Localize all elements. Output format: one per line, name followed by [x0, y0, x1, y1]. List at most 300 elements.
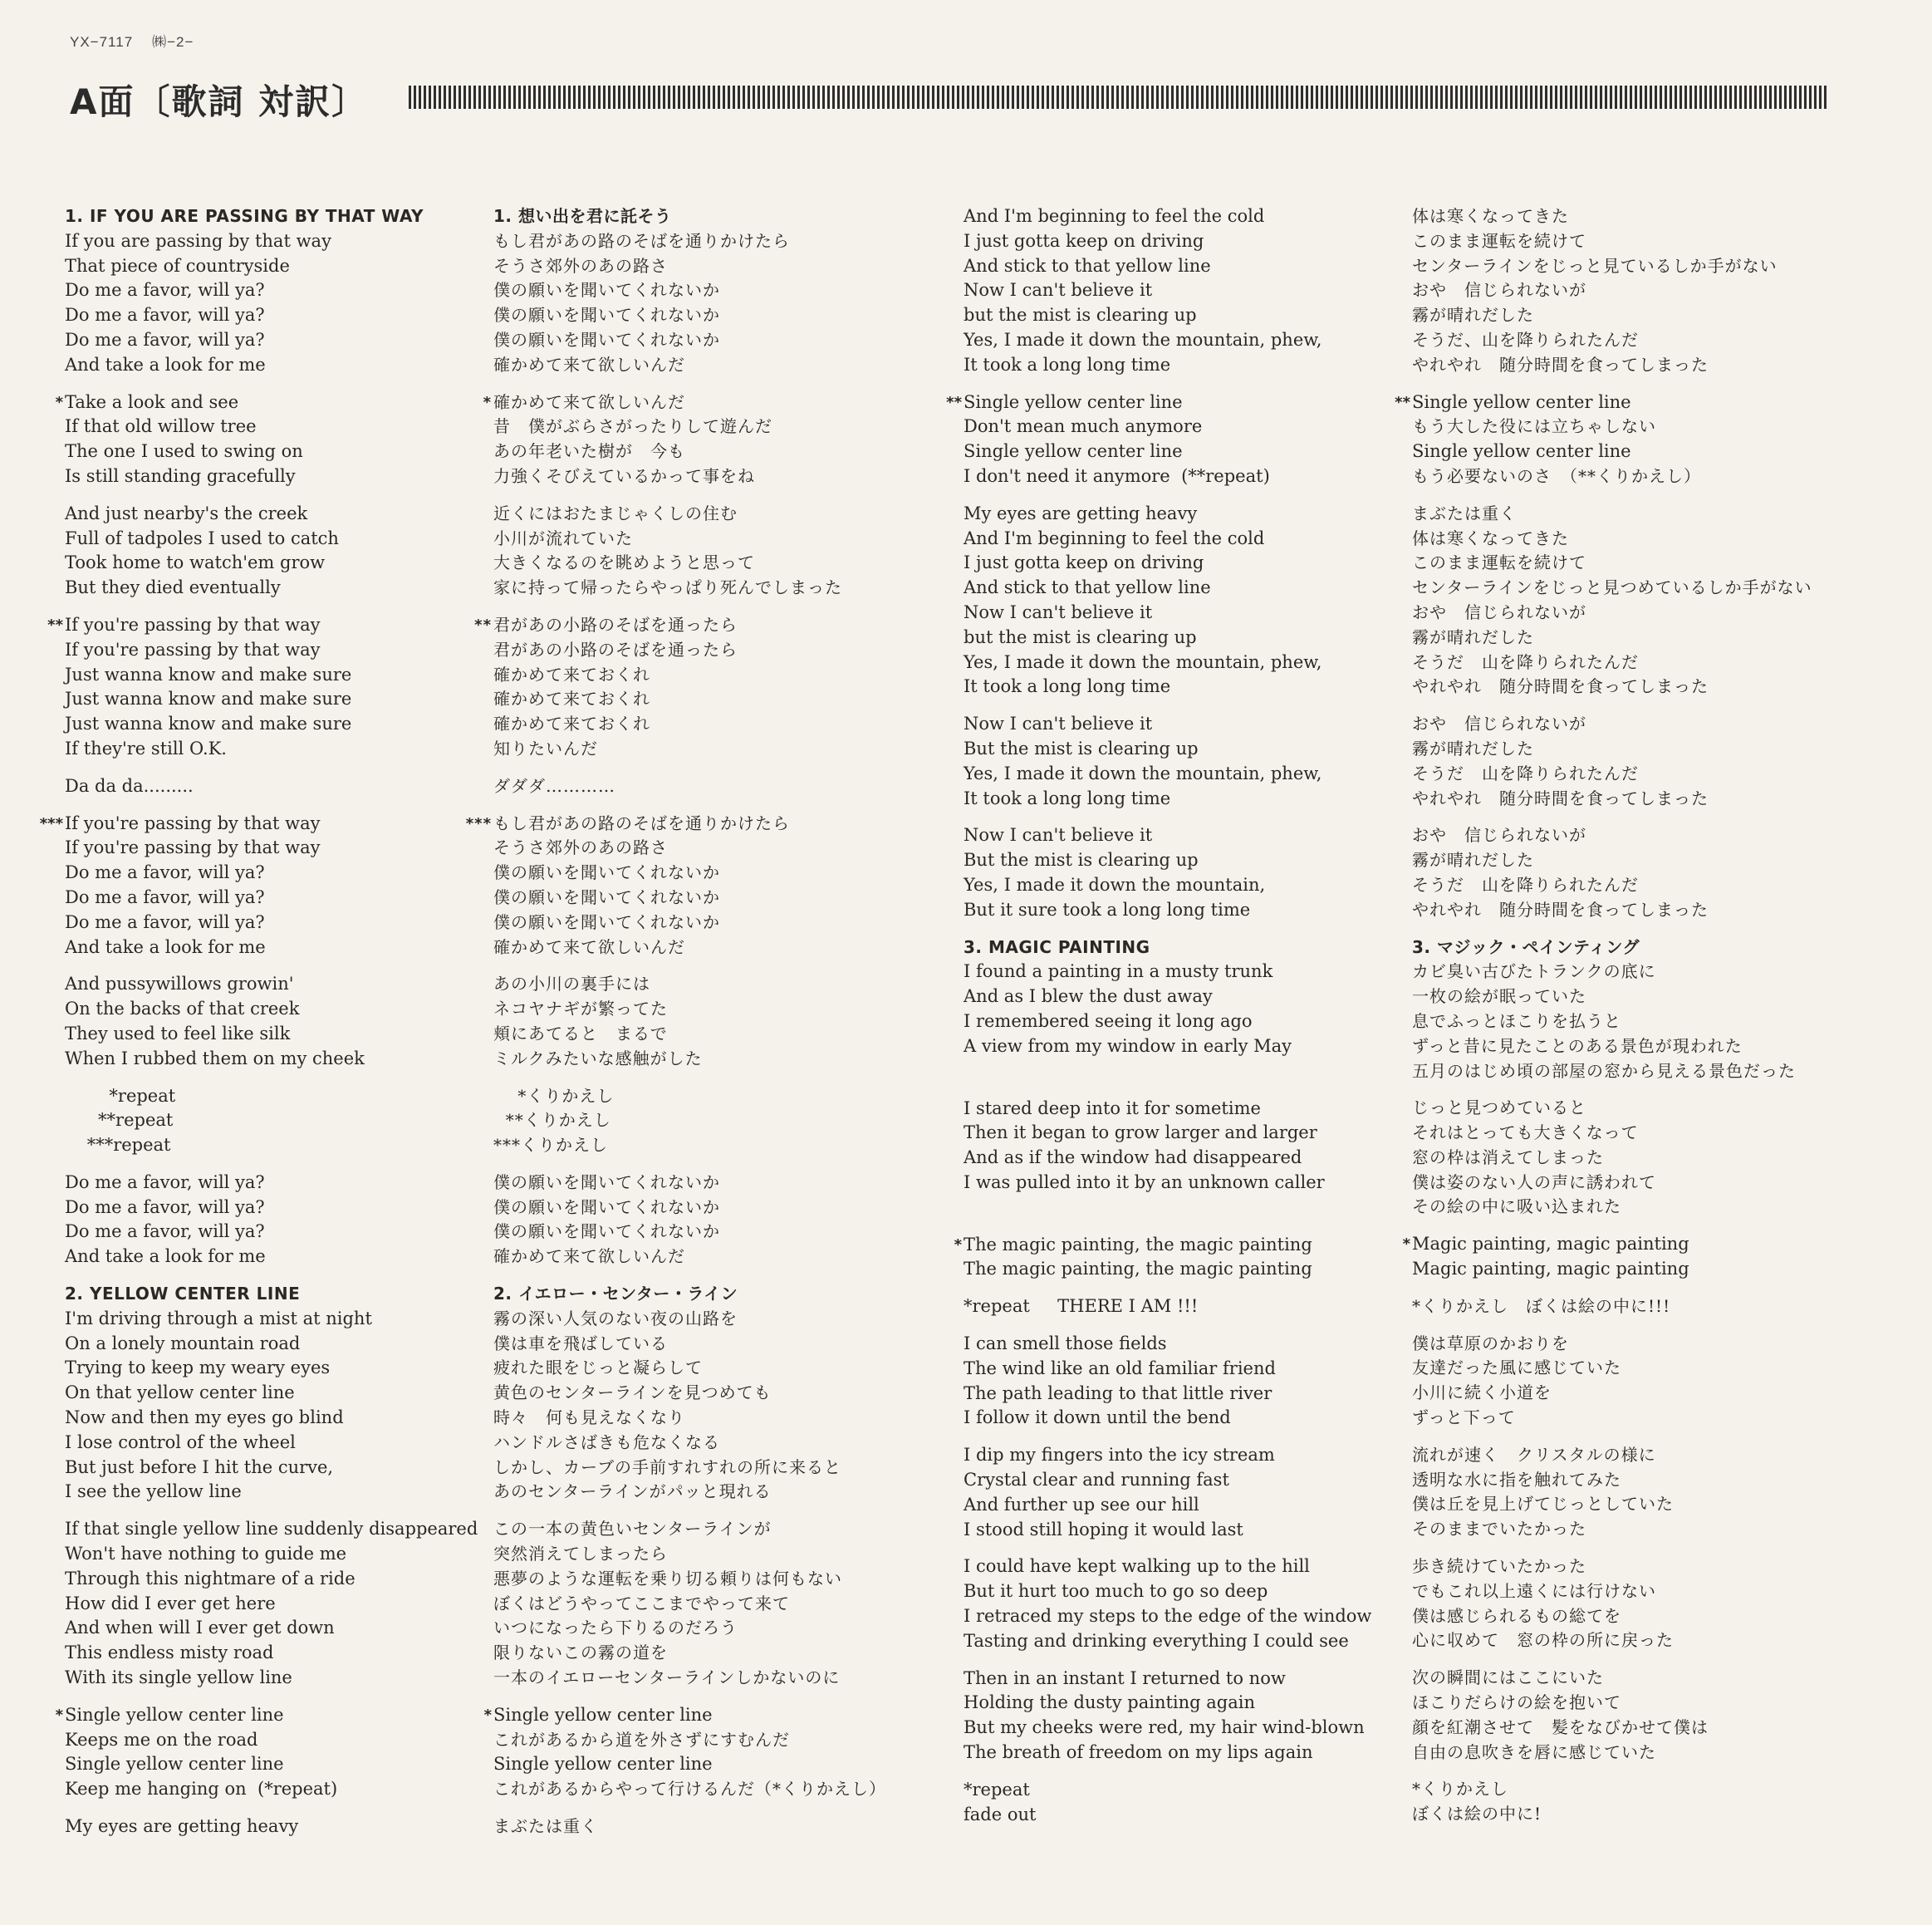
song-title: [493, 204, 886, 229]
lyric-text: ネコヤナギが繁ってた: [493, 999, 668, 1019]
lyric-text: 確かめて来て欲しいんだ: [493, 391, 685, 412]
stanza-gap: [964, 1654, 1371, 1667]
lyric-text: Just wanna know and make sure: [65, 714, 352, 734]
stanza-gap: [1412, 1220, 1812, 1232]
lyric-text: 霧が晴れだした: [1412, 738, 1534, 759]
lyric-text: 確かめて来て欲しいんだ: [493, 354, 685, 375]
lyric-line: [1412, 1741, 1812, 1765]
lyric-line: [493, 1220, 886, 1245]
lyric-line: [493, 328, 886, 353]
lyric-line: [493, 1406, 886, 1431]
lyric-line: [964, 1406, 1371, 1431]
lyric-line: [493, 1356, 886, 1381]
lyric-text: If you are passing by that way: [65, 230, 331, 251]
lyric-text: そうだ 山を降りられたんだ: [1412, 763, 1639, 783]
lyric-text: A view from my window in early May: [964, 1035, 1292, 1056]
lyric-line: [493, 1592, 886, 1617]
lyric-line: [65, 1480, 478, 1505]
lyric-line: [1412, 712, 1812, 737]
lyric-text: Do me a favor, will ya?: [65, 305, 265, 326]
lyric-line: [65, 353, 478, 378]
stanza-gap: [964, 1431, 1371, 1443]
lyric-line: [493, 1517, 886, 1542]
lyric-text: 悪夢のような運転を乗り切る頼りは何もない: [493, 1568, 842, 1589]
stanza-gap: [65, 799, 478, 812]
lyric-line: [964, 527, 1371, 552]
stanza-gap: [1412, 489, 1812, 502]
lyric-line: [65, 1406, 478, 1431]
stanza-gap: [1412, 1542, 1812, 1554]
lyric-line: [65, 1022, 478, 1047]
lyric-line: [65, 1332, 478, 1357]
lyric-line: [65, 911, 478, 935]
lyric-line: [493, 1666, 886, 1691]
lyric-line: [65, 1666, 478, 1691]
lyric-line: [39, 812, 478, 837]
stanza-gap: [65, 1691, 478, 1703]
lyric-line: [1412, 229, 1812, 254]
lyric-line: [65, 303, 478, 328]
lyric-text: 僕は草原のかおりを: [1412, 1333, 1569, 1353]
lyric-line: [964, 1778, 1371, 1803]
lyric-text: Do me a favor, will ya?: [65, 1196, 265, 1217]
lyric-line: [1412, 278, 1812, 303]
repeat-marker: **: [474, 616, 492, 634]
lyric-line: [65, 997, 478, 1022]
lyric-text: Now I can't believe it: [964, 602, 1153, 622]
lyric-text: 君があの小路のそばを通ったら: [493, 614, 738, 635]
repeat-marker: **: [47, 616, 63, 634]
lyric-line: [964, 1257, 1371, 1282]
lyric-line: [1412, 1096, 1812, 1121]
lyric-line: [493, 1480, 886, 1505]
lyric-text: その絵の中に吸い込まれた: [1412, 1196, 1621, 1217]
lyric-text: The wind like an old familiar friend: [964, 1358, 1276, 1378]
lyric-text: 大きくなるのを眺めようと思って: [493, 552, 755, 573]
lyric-line: [493, 737, 886, 762]
lyric-line: [964, 1121, 1371, 1146]
repeat-marker: ***: [465, 814, 492, 832]
lyric-line: [1412, 1443, 1812, 1468]
lyric-line: [1412, 1716, 1812, 1741]
lyric-text: 確かめて来ておくれ: [493, 714, 650, 734]
lyric-text: but the mist is clearing up: [964, 626, 1197, 647]
lyric-line: [1412, 848, 1812, 873]
lyric-line: [1412, 415, 1812, 440]
lyric-text: 確かめて来て欲しいんだ: [493, 936, 685, 957]
lyric-line: [493, 1777, 886, 1802]
lyric-text: It took a long long time: [964, 788, 1171, 808]
repeat-marker: *: [954, 1235, 962, 1254]
lyric-line: [964, 1741, 1371, 1765]
lyric-text: If they're still O.K.: [65, 738, 227, 759]
lyric-text: Single yellow center line: [1412, 441, 1631, 462]
lyric-line: [964, 1716, 1371, 1741]
lyric-line: [483, 1703, 886, 1728]
lyric-line: [65, 1777, 478, 1802]
lyric-line: [964, 787, 1371, 812]
lyric-line: [65, 1592, 478, 1617]
lyric-text: And stick to that yellow line: [964, 577, 1211, 598]
lyric-line: [493, 576, 886, 601]
lyric-text: これがあるからやって行けるんだ（*くりかえし）: [493, 1779, 886, 1800]
lyric-text: Keeps me on the road: [65, 1729, 258, 1750]
lyric-text: I just gotta keep on driving: [964, 552, 1204, 573]
lyric-line: [493, 502, 886, 527]
lyric-text: And take a look for me: [65, 1246, 266, 1267]
lyric-text: 僕は車を飛ばしている: [493, 1333, 668, 1353]
lyric-line: [1412, 1802, 1812, 1827]
song-title-text: 2. YELLOW CENTER LINE: [65, 1284, 301, 1304]
lyric-line: [964, 960, 1371, 985]
lyric-text: ずっと下って: [1412, 1407, 1516, 1428]
lyric-text: このまま運転を続けて: [1412, 230, 1586, 251]
lyric-text: This endless misty road: [65, 1643, 274, 1663]
lyric-line: [964, 651, 1371, 675]
lyric-text: Tasting and drinking everything I could see: [964, 1630, 1349, 1651]
song-title-text: 1. 想い出を君に託そう: [493, 206, 672, 226]
lyric-line: [964, 898, 1371, 923]
stanza-gap: [65, 601, 478, 613]
lyric-text: あのセンターラインがパッと現れる: [493, 1481, 772, 1502]
lyric-line: [493, 836, 886, 861]
song-title: [964, 935, 1371, 960]
lyric-text: それはとっても大きくなって: [1412, 1122, 1639, 1143]
lyric-line: [493, 935, 886, 960]
lyric-text: 僕の願いを聞いてくれないか: [493, 1196, 720, 1217]
lyric-text: 限りないこの霧の道を: [493, 1643, 668, 1663]
lyric-line: [493, 229, 886, 254]
stanza-gap: [964, 1319, 1371, 1332]
lyric-text: Single yellow center line: [493, 1704, 713, 1725]
lyric-text: おや 信じられないが: [1412, 602, 1586, 622]
stanza-gap: [493, 601, 886, 613]
song-title: [493, 1282, 886, 1307]
lyric-text: And take a look for me: [65, 936, 266, 957]
lyric-line: [493, 551, 886, 576]
lyric-text: やれやれ 随分時間を食ってしまった: [1412, 354, 1709, 375]
lyric-text: The breath of freedom on my lips again: [964, 1742, 1313, 1763]
stanza-gap: [493, 1269, 886, 1282]
lyric-line: [964, 1493, 1371, 1518]
lyric-line: [65, 972, 478, 997]
lyric-text: 一枚の絵が眠っていた: [1412, 986, 1586, 1007]
song-title-text: 3. マジック・ペインティング: [1412, 936, 1640, 957]
lyric-line: [493, 638, 886, 663]
lyric-text: もし君があの路のそばを通りかけたら: [493, 230, 790, 251]
lyric-line: [964, 675, 1371, 700]
lyric-text: 僕の願いを聞いてくれないか: [493, 911, 720, 932]
lyric-line: [1412, 254, 1812, 279]
lyric-text: 霧の深い人気のない夜の山路を: [493, 1308, 738, 1328]
lyric-line: [1412, 1059, 1812, 1084]
lyric-text: **くりかえし: [493, 1110, 611, 1131]
lyric-line: [964, 737, 1371, 762]
lyric-text: 僕の願いを聞いてくれないか: [493, 1171, 720, 1192]
lyric-line: [493, 1196, 886, 1220]
lyric-text: I'm driving through a mist at night: [65, 1308, 372, 1328]
lyric-line: [493, 911, 886, 935]
stanza-gap: [65, 1269, 478, 1282]
lyric-line: [1412, 1171, 1812, 1196]
lyric-text: And as if the window had disappeared: [964, 1147, 1302, 1168]
lyric-text: Do me a favor, will ya?: [65, 280, 265, 301]
lyric-line: [493, 712, 886, 737]
lyric-line: [964, 440, 1371, 464]
lyric-text: 五月のはじめ頃の部屋の窓から見える景色だった: [1412, 1060, 1796, 1081]
lyric-line: [1412, 303, 1812, 328]
lyric-line: [964, 1629, 1371, 1654]
lyric-text: Yes, I made it down the mountain,: [964, 874, 1266, 895]
lyric-line: [1412, 551, 1812, 576]
lyric-text: ダダダ…………: [493, 775, 615, 796]
lyric-line: [1412, 1492, 1812, 1517]
lyric-text: I found a painting in a musty trunk: [964, 961, 1273, 982]
lyric-line: [964, 1554, 1371, 1579]
lyric-text: 体は寒くなってきた: [1412, 206, 1569, 226]
lyric-text: Do me a favor, will ya?: [65, 329, 265, 350]
lyric-text: I don't need it anymore (**repeat): [964, 465, 1270, 486]
lyric-line: [964, 1604, 1371, 1629]
lyric-text: じっと見つめていると: [1412, 1098, 1586, 1118]
lyric-text: But the mist is clearing up: [964, 738, 1199, 759]
lyric-text: *repeat THERE I AM !!!: [964, 1296, 1199, 1317]
lyric-text: If that old willow tree: [65, 416, 257, 437]
lyric-text: Da da da.........: [65, 775, 194, 796]
lyric-text: もし君があの路のそばを通りかけたら: [493, 813, 790, 833]
lyric-line: [65, 774, 478, 799]
lyric-line: [964, 502, 1371, 527]
lyric-line: [65, 278, 478, 303]
lyric-line: [964, 254, 1371, 279]
lyric-text: やれやれ 随分時間を食ってしまった: [1412, 899, 1709, 920]
lyric-line: [65, 502, 478, 527]
lyric-line: [1412, 601, 1812, 626]
lyric-text: Take a look and see: [65, 391, 239, 412]
lyric-text: But my cheeks were red, my hair wind-blown: [964, 1717, 1365, 1738]
lyric-text: 時々 何も見えなくなり: [493, 1407, 685, 1428]
lyric-line: [954, 1233, 1371, 1258]
lyric-line: [65, 663, 478, 688]
lyric-text: これがあるから道を外さずにすむんだ: [493, 1729, 790, 1750]
lyric-text: *repeat: [964, 1779, 1030, 1800]
lyric-text: 頬にあてると まるで: [493, 1023, 668, 1044]
lyric-line: [65, 1728, 478, 1753]
song-title: [65, 204, 478, 229]
lyric-line: [65, 1456, 478, 1481]
lyric-line: [493, 440, 886, 464]
lyric-line: [65, 527, 478, 552]
song-title: [65, 1282, 478, 1307]
lyric-line: [964, 1034, 1371, 1059]
lyric-text: Magic painting, magic painting: [1412, 1259, 1689, 1279]
lyric-text: ***repeat: [65, 1135, 171, 1156]
lyric-line: [964, 1443, 1371, 1468]
lyric-line: [65, 737, 478, 762]
lyric-text: Yes, I made it down the mountain, phew,: [964, 329, 1322, 350]
lyric-line: [493, 1456, 886, 1481]
lyric-text: でもこれ以上遠くには行けない: [1412, 1580, 1656, 1601]
stanza-gap: [964, 1765, 1371, 1778]
lyric-line: [1412, 204, 1812, 229]
stanza-gap: [493, 960, 886, 972]
lyric-line: [493, 1815, 886, 1839]
lyric-line: [65, 1752, 478, 1777]
song-title: [1412, 935, 1812, 960]
lyric-line: [65, 254, 478, 279]
lyric-text: Don't mean much anymore: [964, 416, 1203, 437]
stanza-gap: [1412, 700, 1812, 712]
lyric-line: [964, 1009, 1371, 1034]
lyric-line: [493, 1381, 886, 1406]
stanza-gap: [65, 1505, 478, 1517]
lyric-text: 僕は感じられるもの総てを: [1412, 1605, 1621, 1626]
lyric-text: And as I blew the dust away: [964, 986, 1213, 1007]
lyric-line: [1412, 873, 1812, 898]
lyric-text: *くりかえし: [493, 1085, 615, 1106]
column-2-japanese: [465, 204, 886, 1839]
lyric-text: Yes, I made it down the mountain, phew,: [964, 651, 1322, 672]
lyric-line: [1412, 1628, 1812, 1653]
lyric-line: [1412, 626, 1812, 651]
lyric-text: I dip my fingers into the icy stream: [964, 1445, 1275, 1466]
repeat-marker: *: [483, 393, 492, 411]
lyric-line: [1412, 823, 1812, 848]
lyric-text: That piece of countryside: [65, 255, 290, 276]
lyric-text: And stick to that yellow line: [964, 255, 1211, 276]
lyric-text: *repeat: [65, 1085, 176, 1106]
lyric-line: [65, 1517, 478, 1542]
lyric-line: [493, 1133, 886, 1158]
lyric-text: It took a long long time: [964, 354, 1171, 375]
lyric-text: It took a long long time: [964, 676, 1171, 697]
lyric-line: [493, 1022, 886, 1047]
lyric-text: いつになったら下りるのだろう: [493, 1618, 738, 1638]
lyric-line: [493, 861, 886, 886]
lyric-line: [1412, 1468, 1812, 1493]
lyric-text: まぶたは重く: [1412, 503, 1517, 523]
lyric-text: Single yellow center line: [65, 1754, 284, 1775]
lyric-line: [65, 1220, 478, 1245]
lyric-text: 僕の願いを聞いてくれないか: [493, 886, 720, 907]
lyric-text: And when will I ever get down: [65, 1618, 335, 1638]
lyric-line: [1412, 1554, 1812, 1579]
lyric-line: [65, 1815, 478, 1839]
lyric-text: 僕は姿のない人の声に誘われて: [1412, 1171, 1656, 1192]
lyric-line: [1412, 527, 1812, 552]
lyric-line: [964, 762, 1371, 787]
lyric-text: But it hurt too much to go so deep: [964, 1581, 1268, 1602]
lyric-text: The magic painting, the magic painting: [964, 1234, 1312, 1255]
lyric-text: fade out: [964, 1804, 1037, 1824]
stanza-gap: [493, 1505, 886, 1517]
lyric-text: 小川が流れていた: [493, 528, 633, 548]
lyric-line: [1412, 1579, 1812, 1604]
lyric-line: [55, 390, 478, 415]
lyric-text: 流れが速く クリスタルの様に: [1412, 1444, 1656, 1465]
lyric-line: [1412, 787, 1812, 812]
lyric-line: [1412, 1257, 1812, 1282]
lyric-text: ぼくは絵の中に!: [1412, 1804, 1542, 1824]
lyric-text: The path leading to that little river: [964, 1382, 1272, 1403]
stanza-gap: [1412, 923, 1812, 935]
lyric-line: [493, 1728, 886, 1753]
stanza-gap: [1412, 1765, 1812, 1777]
lyric-text: Single yellow center line: [493, 1754, 713, 1775]
lyric-line: [474, 613, 886, 638]
lyric-text: Single yellow center line: [964, 441, 1183, 462]
lyric-text: Just wanna know and make sure: [65, 664, 352, 685]
lyric-text: And take a look for me: [65, 354, 266, 375]
lyric-text: My eyes are getting heavy: [964, 503, 1198, 523]
lyric-line: [65, 1133, 478, 1158]
lyric-text: 確かめて来ておくれ: [493, 689, 650, 710]
lyric-line: [964, 576, 1371, 601]
lyric-text: And I'm beginning to feel the cold: [964, 206, 1265, 226]
lyric-text: But it sure took a long long time: [964, 899, 1251, 920]
lyric-text: やれやれ 随分時間を食ってしまった: [1412, 676, 1709, 697]
catalog-number: YX−7117: [70, 34, 134, 50]
lyric-line: [65, 1307, 478, 1332]
stanza-gap: [65, 378, 478, 390]
lyric-text: I just gotta keep on driving: [964, 230, 1204, 251]
lyric-line: [1412, 960, 1812, 985]
stanza-gap: [65, 489, 478, 502]
lyric-text: I retraced my steps to the edge of the window: [964, 1606, 1372, 1627]
lyric-line: [964, 1357, 1371, 1382]
lyric-line: [1412, 898, 1812, 923]
lyric-text: On a lonely mountain road: [65, 1333, 301, 1353]
lyric-line: [493, 1752, 886, 1777]
lyric-text: しかし、カーブの手前すれすれの所に来ると: [493, 1456, 841, 1477]
lyric-text: 突然消えてしまったら: [493, 1544, 668, 1564]
column-3-english: [946, 204, 1372, 1827]
lyric-line: [47, 613, 478, 638]
lyric-text: I could have kept walking up to the hill: [964, 1556, 1310, 1577]
lyric-text: 力強くそびえているかって事をね: [493, 465, 755, 486]
lyric-line: [1412, 1146, 1812, 1171]
lyric-text: I follow it down until the bend: [964, 1407, 1231, 1428]
lyric-line: [493, 1641, 886, 1666]
lyric-text: おや 信じられないが: [1412, 280, 1586, 301]
stanza-gap: [964, 811, 1371, 823]
lyric-line: [964, 1667, 1371, 1692]
lyric-text: 一本のイエローセンターラインしかないのに: [493, 1667, 841, 1688]
lyric-text: 確かめて来て欲しいんだ: [493, 1246, 685, 1267]
lyric-line: [964, 1691, 1371, 1716]
lyric-line: [964, 303, 1371, 328]
lyric-line: [964, 1382, 1371, 1407]
lyric-text: If you're passing by that way: [65, 614, 321, 635]
lyric-text: Is still standing gracefully: [65, 465, 296, 486]
lyric-line: [65, 229, 478, 254]
lyric-line: [964, 1468, 1371, 1493]
lyric-text: Crystal clear and running fast: [964, 1470, 1229, 1490]
lyric-line: [1412, 464, 1812, 489]
lyric-text: 友達だった風に感じていた: [1412, 1358, 1621, 1378]
lyric-text: *くりかえし: [1412, 1779, 1508, 1800]
lyric-text: 疲れた眼をじっと凝らして: [493, 1358, 703, 1378]
lyric-line: [964, 1294, 1371, 1319]
lyric-line: [946, 390, 1371, 415]
lyric-text: もう大した役には立ちゃしない: [1412, 416, 1656, 437]
stanza-gap: [1412, 1431, 1812, 1443]
lyric-text: If you're passing by that way: [65, 639, 321, 660]
lyric-line: [493, 1108, 886, 1133]
stanza-gap: [493, 1691, 886, 1703]
lyric-line: [1412, 1666, 1812, 1691]
song-title-text: 3. MAGIC PAINTING: [964, 936, 1150, 957]
